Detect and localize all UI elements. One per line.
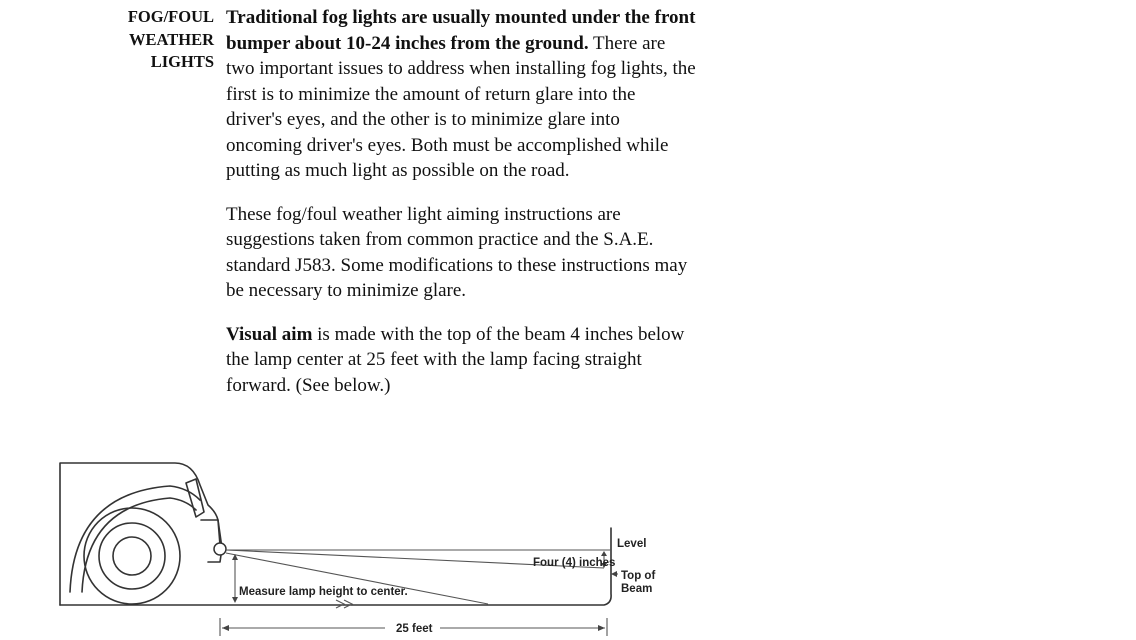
paragraph-intro-text: There are two important issues to address when installing fog lights, the first is to minimize the amount of return glare into the driver's eyes, and the other is to minimize glare into oncoming driver's eyes. Both must be accomplished while putting as much light as possible on the road. [226, 32, 696, 181]
label-four-inches: Four (4) inches [533, 557, 616, 569]
paragraph-standard [226, 202, 696, 304]
paragraph-visual-aim-text: is made with the top of the beam 4 inches below the lamp center at 25 feet with the lamp facing straight forward. (See below.) [226, 323, 685, 396]
paragraph-visual-aim-bold: Visual aim [226, 323, 313, 345]
label-top-of: Top of [621, 570, 656, 582]
paragraph-standard-text: These fog/foul weather light aiming instructions are suggestions taken from common practice and the S.A.E. standard J583. Some modifications to these instructions may be necessary to minimize glare. [226, 203, 688, 301]
label-measure: Measure lamp height to center. [239, 586, 408, 598]
paragraph-intro [226, 5, 696, 184]
heading-line-1: FOG/FOUL [127, 7, 214, 26]
fender-line [70, 486, 200, 592]
bumper [201, 520, 222, 562]
label-distance: 25 feet [396, 623, 433, 635]
paragraph-intro-bold: Traditional fog lights are usually mounted under the front bumper about 10-24 inches from the ground. [226, 7, 696, 54]
label-level: Level [617, 538, 647, 550]
heading-line-3: LIGHTS [150, 52, 214, 71]
vehicle-window [186, 479, 204, 517]
section-heading [100, 6, 214, 74]
fog-lamp-icon [214, 543, 226, 555]
body-text [226, 5, 696, 416]
fog-light-aim-diagram [0, 440, 700, 640]
label-beam: Beam [621, 583, 653, 595]
break-mark [336, 600, 352, 608]
paragraph-visual-aim [226, 322, 696, 399]
heading-line-2: WEATHER [129, 29, 214, 49]
